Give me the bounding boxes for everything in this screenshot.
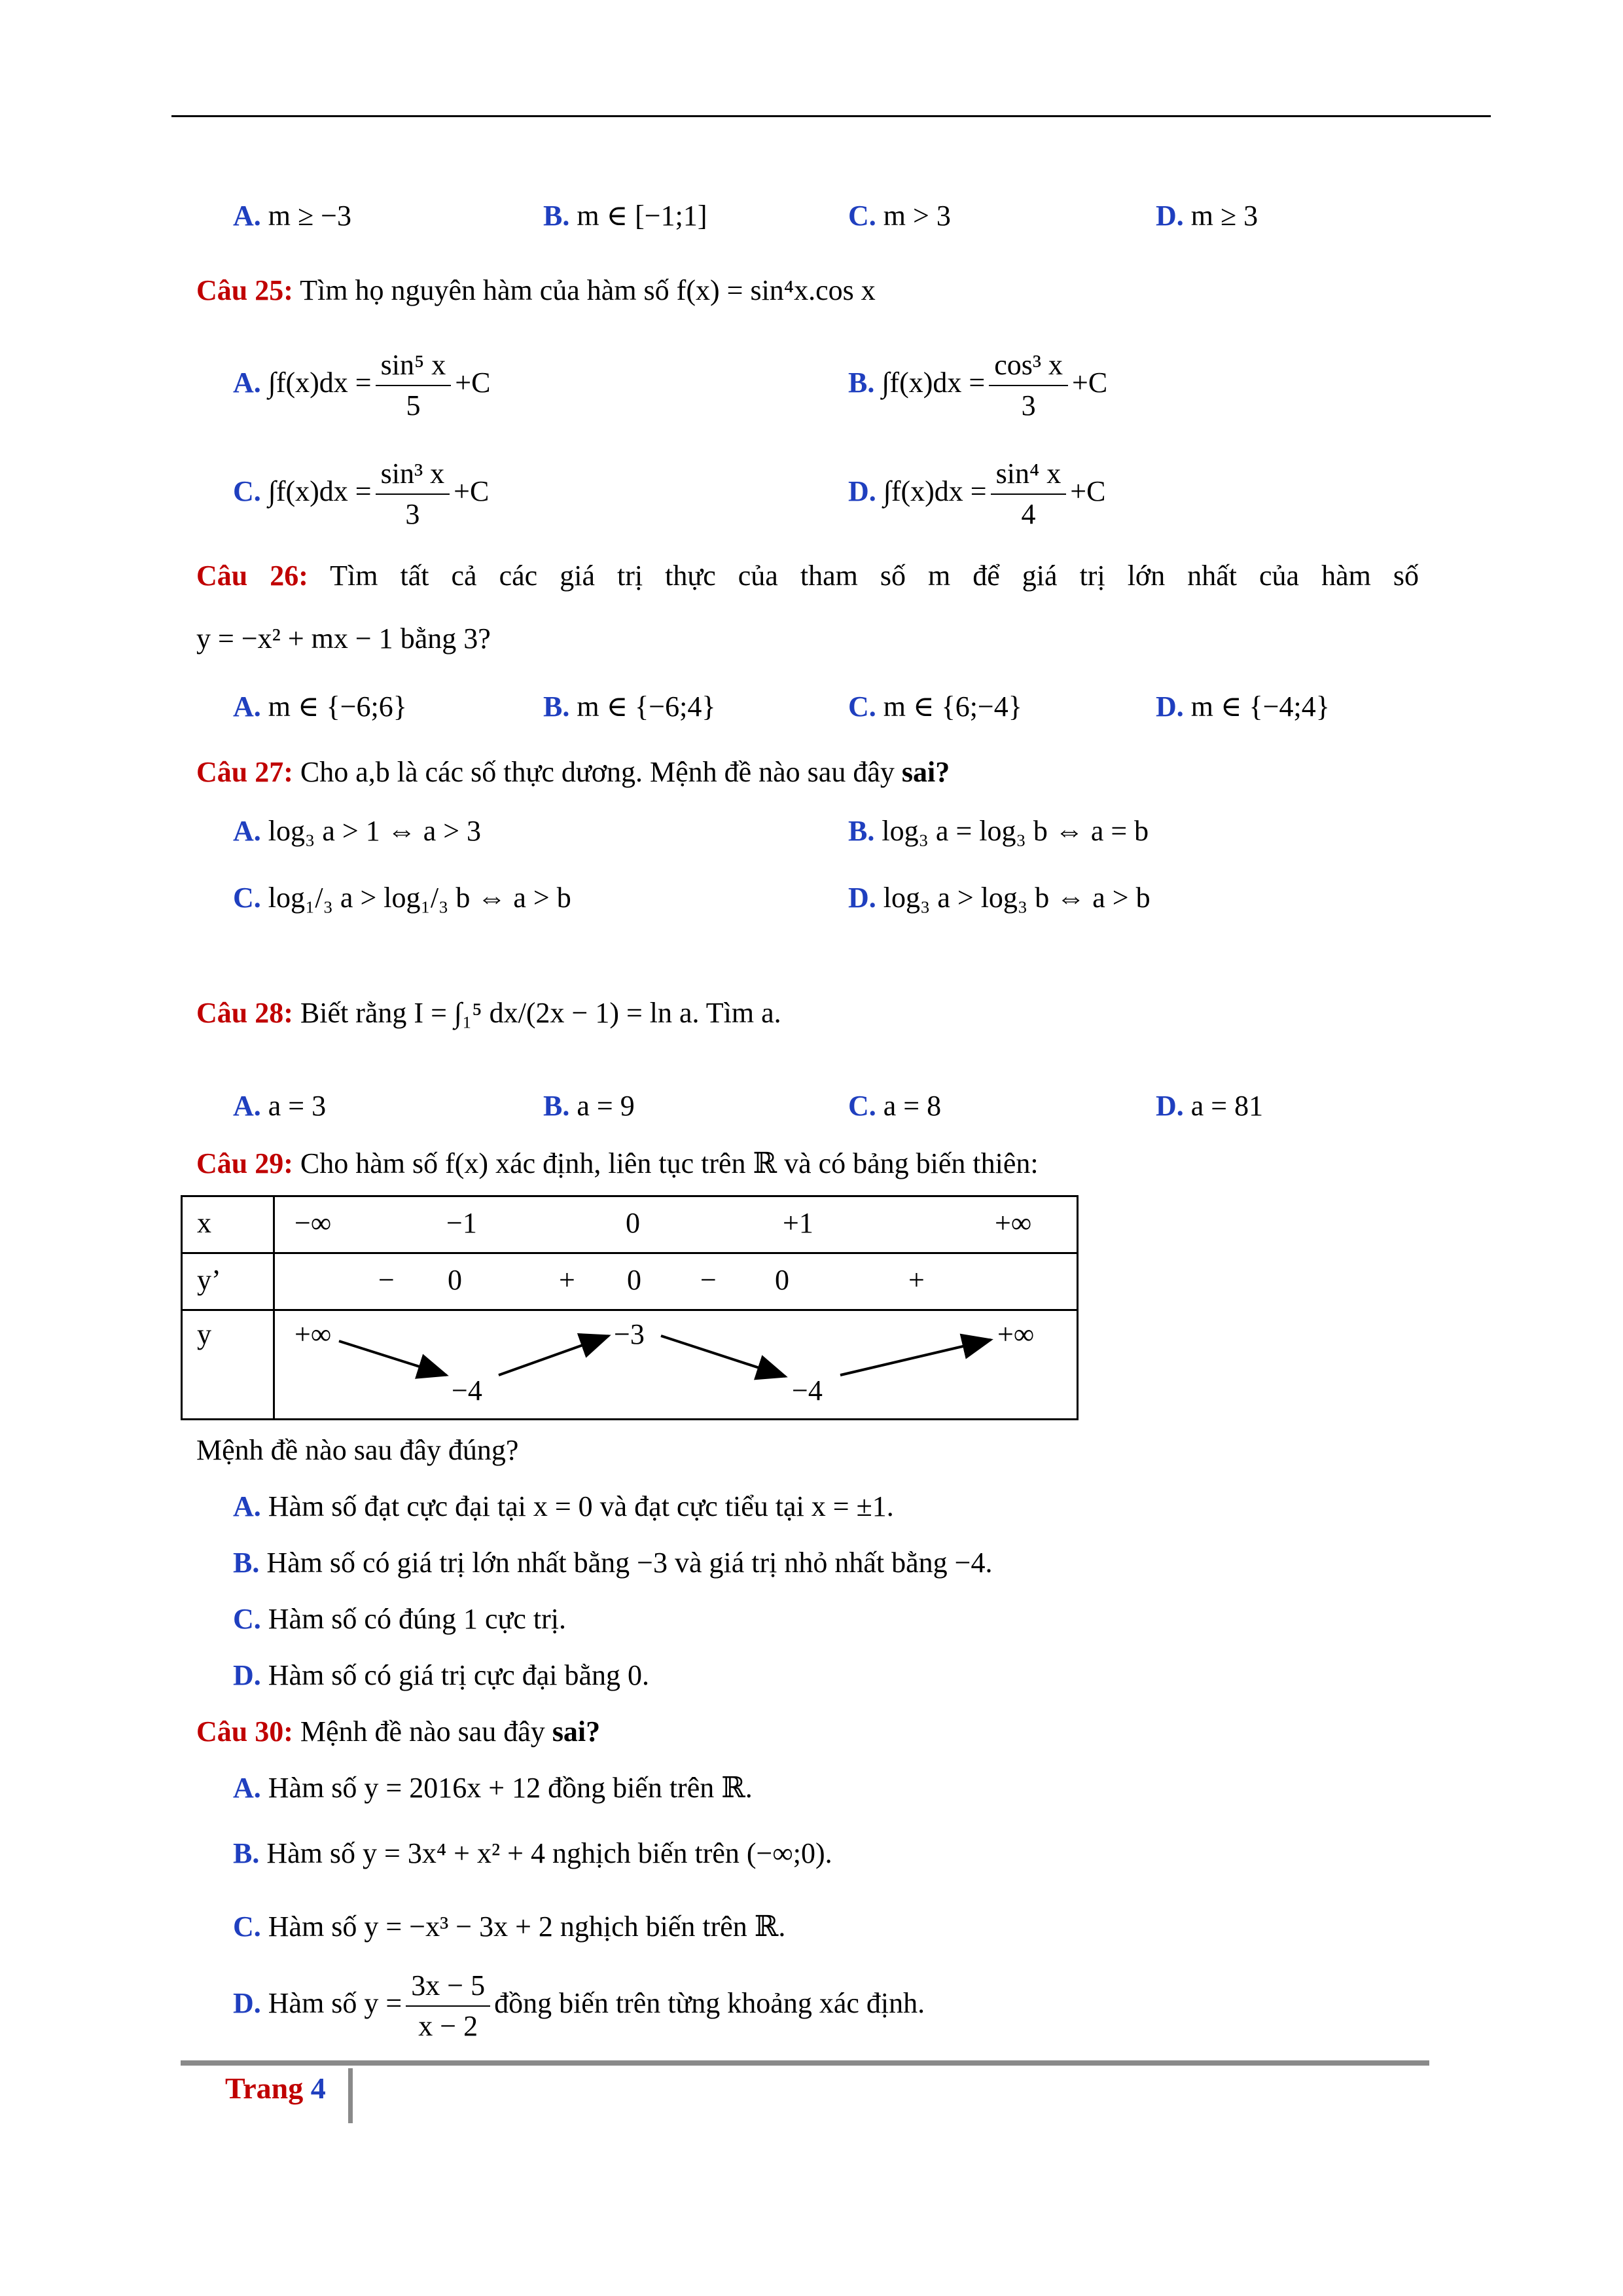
row-head-yprime: y’ — [197, 1264, 221, 1296]
variation-row-y — [182, 1310, 1078, 1420]
q29-option-c: C. Hàm số có đúng 1 cực trị. — [233, 1603, 566, 1635]
arrow-up-2 — [840, 1340, 991, 1375]
row-head-y: y — [197, 1318, 211, 1350]
q25-option-a: A. ∫f(x)dx = $\frac{\text{sin⁵ x}}{5}$ +C — [233, 346, 490, 425]
variation-row-yprime — [182, 1253, 1078, 1310]
q27-option-a: A. log₃ a > 1 ⇔ a > 3 — [233, 815, 482, 847]
q24-option-c: C. m > 3 — [848, 200, 951, 232]
q24-option-d: D. m ≥ 3 — [1156, 200, 1258, 232]
q29-option-b: B. Hàm số có giá trị lớn nhất bằng −3 và giá trị nhỏ nhất bằng −4. — [233, 1547, 993, 1579]
q28-option-d: D. a = 81 — [1156, 1090, 1264, 1122]
arrow-up-1 — [499, 1336, 609, 1375]
q24-option-b: B. m ∈ [−1;1] — [543, 200, 707, 232]
q27-option-c: C. log₁/₃ a > log₁/₃ b ⇔ a > b — [233, 882, 571, 914]
q28-option-b: B. a = 9 — [543, 1090, 635, 1122]
yprime-sign: − — [378, 1264, 395, 1296]
q30-option-c: C. Hàm số y = −x³ − 3x + 2 nghịch biến trên ℝ. — [233, 1910, 786, 1943]
y-value-top: +∞ — [294, 1318, 332, 1350]
q25-option-c: C. ∫f(x)dx = $\frac{\text{sin³ x}}{3}$ +C — [233, 454, 489, 534]
row-head-x: x — [197, 1207, 211, 1239]
q30-option-b: B. Hàm số y = 3x⁴ + x² + 4 nghịch biến trên (−∞;0). — [233, 1837, 832, 1869]
q30-option-d: D. Hàm số y = $\frac{3x - 5}{x - 2}$ đồng biến trên từng khoảng xác định. — [233, 1966, 925, 2046]
arrow-down-1 — [339, 1341, 446, 1375]
q28-stem: Câu 28: Biết rằng I = ∫₁⁵ dx/(2x − 1) = ln a. Tìm a. — [196, 997, 781, 1029]
variation-table — [181, 1195, 1079, 1420]
q24-option-a: A. m ≥ −3 — [233, 200, 351, 232]
q27-option-d: D. log₃ a > log₃ b ⇔ a > b — [848, 882, 1150, 914]
arrow-down-2 — [661, 1336, 785, 1376]
y-value-top: −3 — [614, 1318, 645, 1350]
yprime-zero: 0 — [627, 1264, 641, 1296]
q29-option-d: D. Hàm số có giá trị cực đại bằng 0. — [233, 1659, 650, 1691]
q30-option-a: A. Hàm số y = 2016x + 12 đồng biến trên ℝ. — [233, 1772, 753, 1804]
q29-option-a: A. Hàm số đạt cực đại tại x = 0 và đạt cực tiểu tại x = ±1. — [233, 1490, 894, 1522]
q29-stem: Câu 29: Cho hàm số f(x) xác định, liên tục trên ℝ và có bảng biến thiên: — [196, 1147, 1039, 1179]
x-value: 0 — [626, 1207, 640, 1239]
q26-option-b: B. m ∈ {−6;4} — [543, 691, 716, 723]
q28-option-a: A. a = 3 — [233, 1090, 327, 1122]
x-value: +1 — [783, 1207, 813, 1239]
header-rule — [171, 115, 1491, 117]
x-value: +∞ — [995, 1207, 1032, 1239]
q30-stem: Câu 30: Mệnh đề nào sau đây sai? — [196, 1715, 601, 1748]
q27-stem: Câu 27: Cho a,b là các số thực dương. Mệnh đề nào sau đây sai? — [196, 756, 950, 788]
q29-prompt: Mệnh đề nào sau đây đúng? — [196, 1434, 519, 1466]
x-value: −1 — [446, 1207, 477, 1239]
q26-option-c: C. m ∈ {6;−4} — [848, 691, 1022, 723]
variation-row-x — [182, 1196, 1078, 1253]
yprime-sign: − — [700, 1264, 717, 1296]
q28-option-c: C. a = 8 — [848, 1090, 942, 1122]
q26-stem-line1: Câu 26: Tìm tất cả các giá trị thực của tham số m để giá trị lớn nhất của hàm số — [196, 560, 1419, 592]
x-value: −∞ — [294, 1207, 332, 1239]
q27-option-b: B. log₃ a = log₃ b ⇔ a = b — [848, 815, 1149, 847]
yprime-sign: + — [559, 1264, 575, 1296]
y-value-bottom: −4 — [452, 1374, 482, 1407]
page-number: Trang 4 — [225, 2072, 326, 2105]
q25-option-d: D. ∫f(x)dx = $\frac{\text{sin⁴ x}}{4}$ +C — [848, 454, 1105, 534]
footer-divider — [348, 2068, 353, 2123]
q26-option-a: A. m ∈ {−6;6} — [233, 691, 407, 723]
yprime-zero: 0 — [775, 1264, 789, 1296]
q25-option-b: B. ∫f(x)dx = $\frac{\text{cos³ x}}{3}$ +C — [848, 346, 1107, 425]
yprime-zero: 0 — [448, 1264, 462, 1296]
q26-stem-line2: y = −x² + mx − 1 bằng 3? — [196, 622, 491, 655]
y-value-bottom: −4 — [792, 1374, 823, 1407]
footer-rule — [181, 2060, 1429, 2066]
q25-stem: Câu 25: Tìm họ nguyên hàm của hàm số f(x) = sin⁴x.cos x — [196, 274, 876, 306]
yprime-sign: + — [908, 1264, 925, 1296]
y-value-top: +∞ — [997, 1318, 1035, 1350]
q26-option-d: D. m ∈ {−4;4} — [1156, 691, 1330, 723]
variation-arrows — [275, 1311, 1080, 1418]
